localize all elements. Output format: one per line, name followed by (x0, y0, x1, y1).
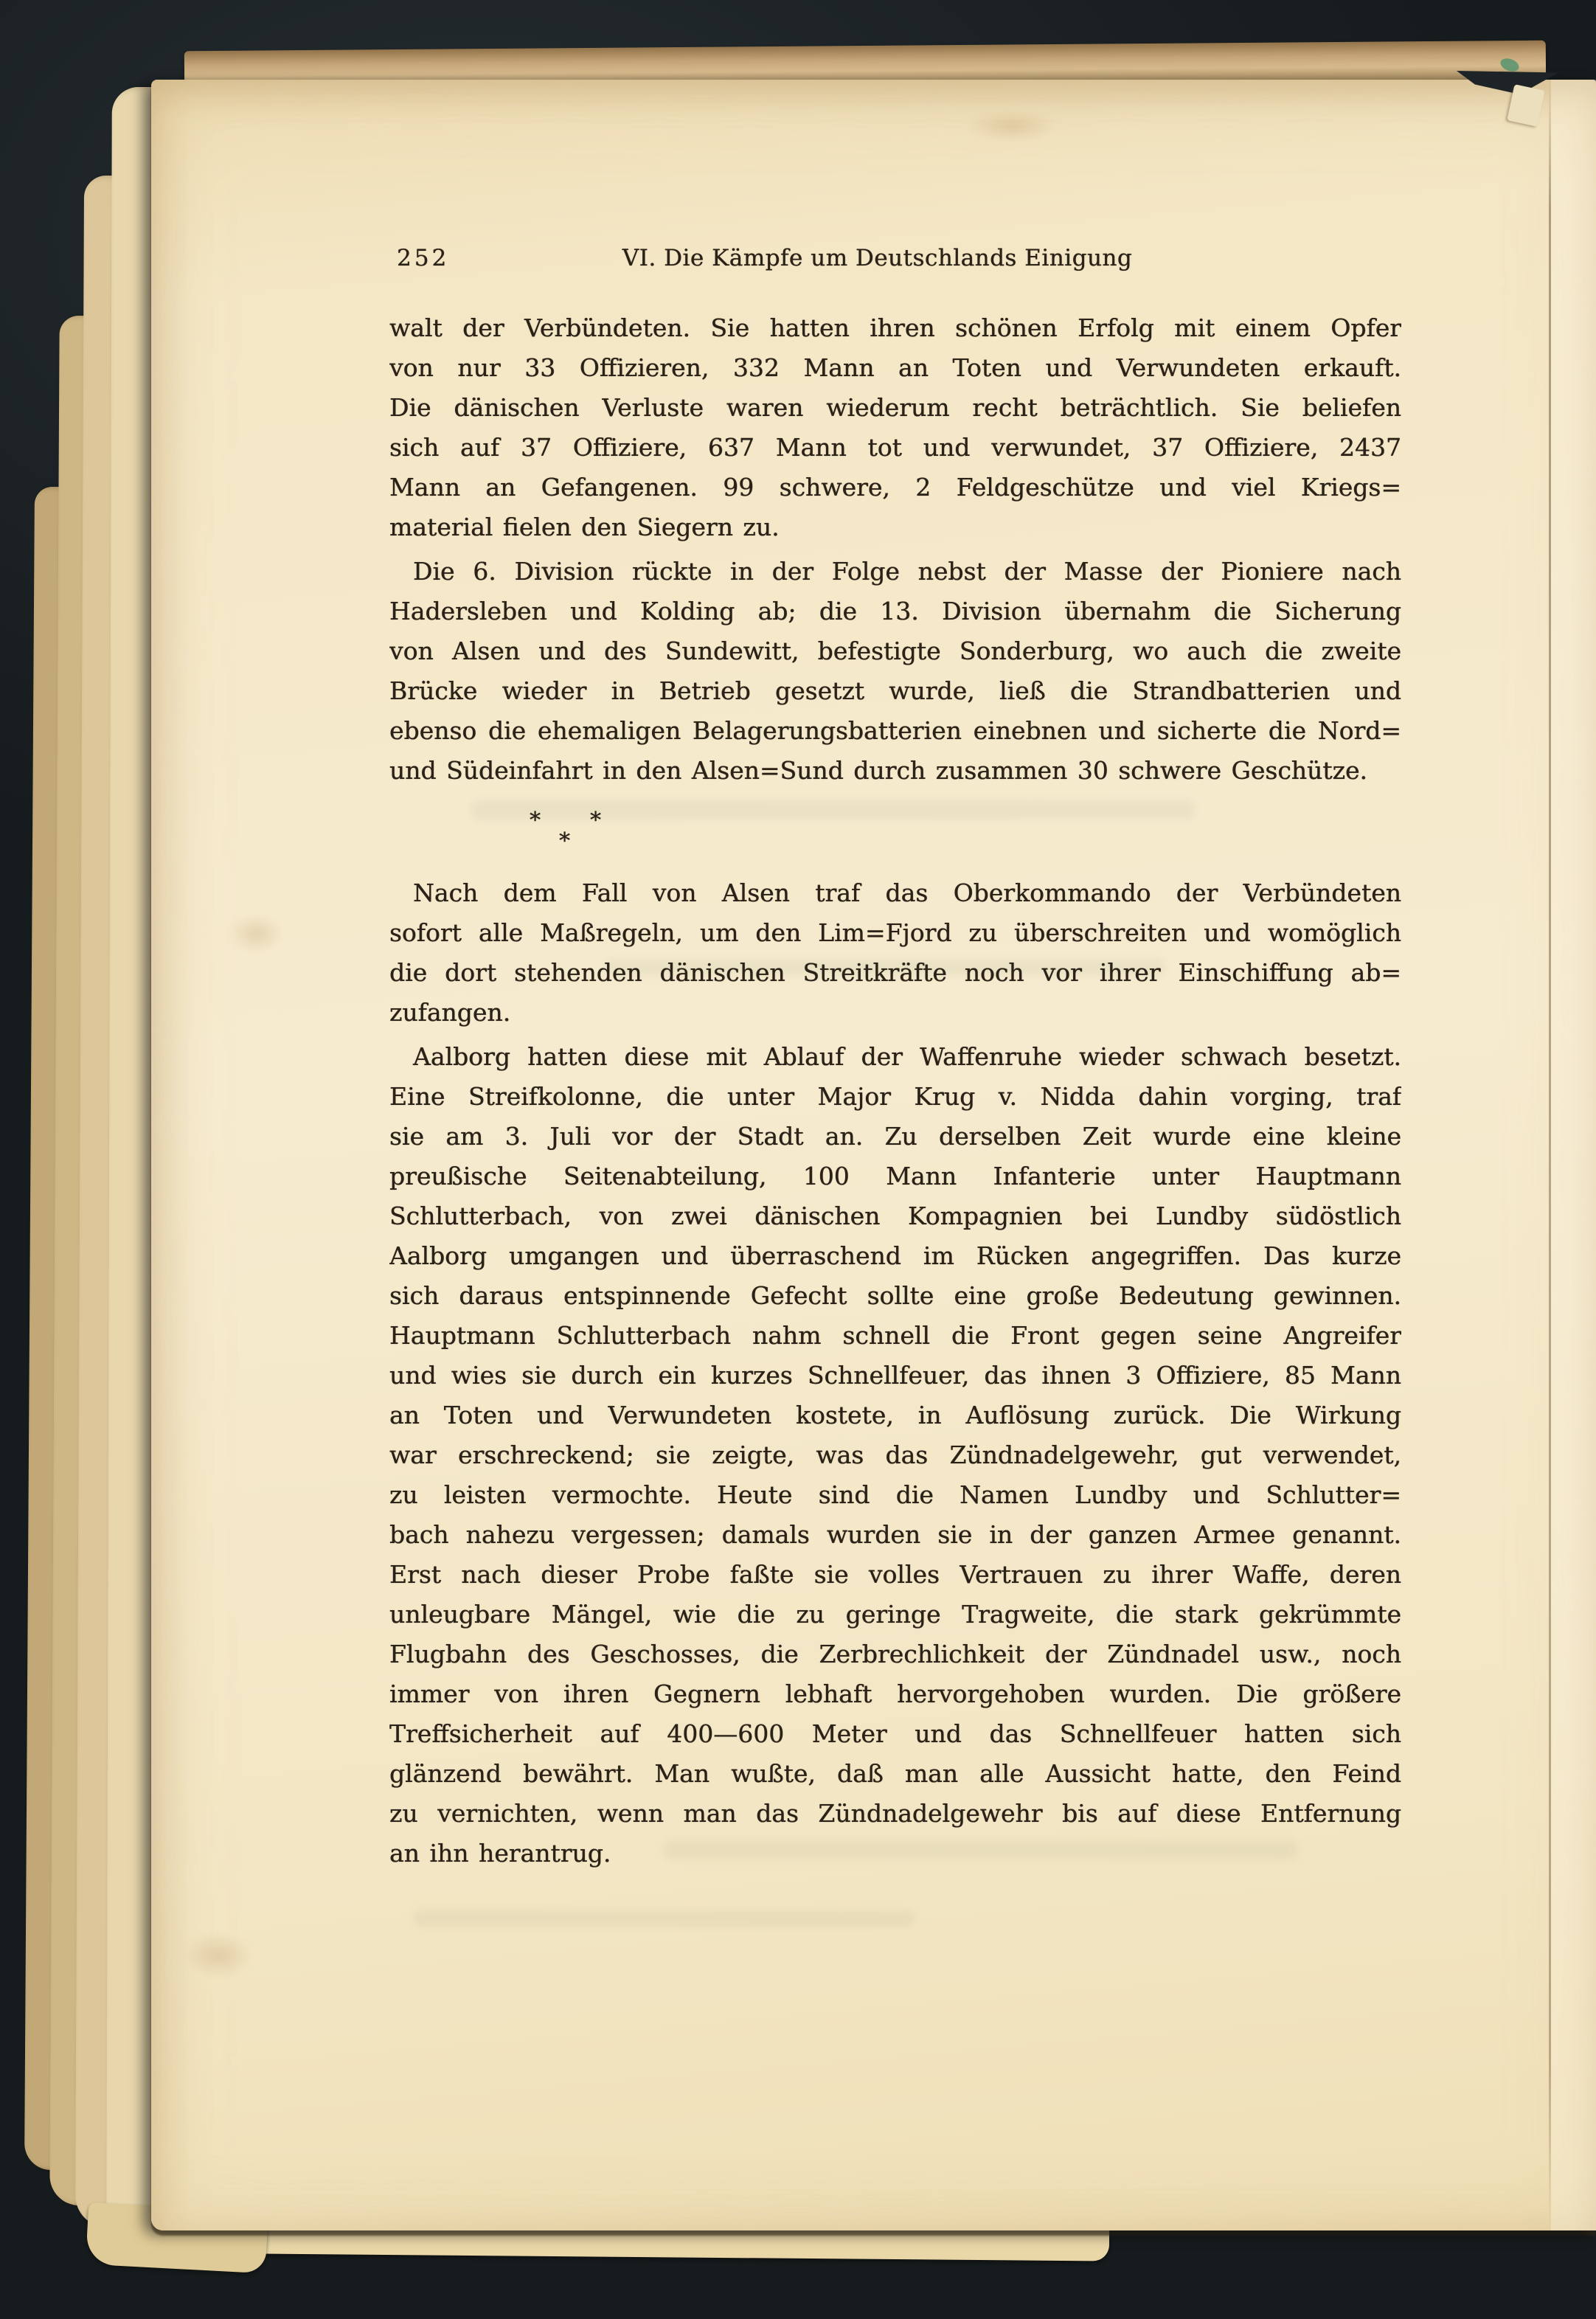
text-line: zu leisten vermochte. Heute sind die Namen Lundby und Schlutter= (389, 1480, 1401, 1509)
text-line: bach nahezu vergessen; damals wurden sie in der ganzen Armee genannt. (389, 1520, 1401, 1549)
text-line: an ihn herantrug. (389, 1839, 611, 1868)
section-separator (389, 791, 1401, 873)
text-line: sie am 3. Juli vor der Stadt an. Zu derselben Zeit wurde eine kleine (389, 1122, 1401, 1151)
foxing-spot (229, 915, 283, 953)
asterisk: * (530, 808, 541, 833)
text-line: material fielen den Siegern zu. (389, 513, 780, 541)
text-line: sich auf 37 Offiziere, 637 Mann tot und verwundet, 37 Offiziere, 2437 (389, 433, 1401, 462)
text-line: walt der Verbündeten. Sie hatten ihren schönen Erfolg mit einem Opfer (389, 313, 1401, 342)
paragraph (389, 552, 1401, 791)
text-line: an Toten und Verwundeten kostete, in Auflösung zurück. Die Wirkung (389, 1401, 1401, 1429)
page-crease (1549, 80, 1551, 2230)
text-line: sich daraus entspinnende Gefecht sollte eine große Bedeutung gewinnen. (389, 1281, 1401, 1310)
text-line: die dort stehenden dänischen Streitkräfte noch vor ihrer Einschiffung ab= (389, 958, 1401, 987)
asterisk: * (559, 828, 570, 854)
text-line: Flugbahn des Geschosses, die Zerbrechlichkeit der Zündnadel usw., noch (389, 1640, 1401, 1668)
text-line: Aalborg umgangen und überraschend im Rücken angegriffen. Das kurze (389, 1241, 1401, 1270)
body-text (389, 308, 1401, 1873)
text-line: immer von ihren Gegnern lebhaft hervorgehoben wurden. Die größere (389, 1680, 1401, 1708)
text-line: und Südeinfahrt in den Alsen=Sund durch zusammen 30 schwere Geschütze. (389, 756, 1367, 785)
book-page (151, 80, 1596, 2230)
text-line: ebenso die ehemaligen Belagerungsbatterien einebnen und sicherte die Nord= (389, 716, 1401, 745)
text-line: zu vernichten, wenn man das Zündnadelgewehr bis auf diese Entfernung (389, 1799, 1401, 1828)
paragraph (389, 873, 1401, 1033)
asterisk: * (590, 808, 601, 833)
text-line: Treffsicherheit auf 400—600 Meter und das Schnellfeuer hatten sich (389, 1719, 1401, 1748)
paragraph (389, 308, 1401, 547)
text-line: sofort alle Maßregeln, um den Lim=Fjord zu überschreiten und womöglich (389, 918, 1401, 947)
text-line: zufangen. (389, 998, 511, 1027)
text-line: Schlutterbach, von zwei dänischen Kompagnien bei Lundby südöstlich (389, 1202, 1401, 1230)
text-line: Aalborg hatten diese mit Ablauf der Waffenruhe wieder schwach besetzt. (413, 1042, 1401, 1071)
text-line: unleugbare Mängel, wie die zu geringe Tragweite, die stark gekrümmte (389, 1600, 1401, 1629)
bleed-through-text (413, 1910, 915, 1927)
text-line: Hadersleben und Kolding ab; die 13. Division übernahm die Sicherung (389, 597, 1401, 625)
text-line: preußische Seitenabteilung, 100 Mann Infanterie unter Hauptmann (389, 1162, 1401, 1190)
text-line: Mann an Gefangenen. 99 schwere, 2 Feldgeschütze und viel Kriegs= (389, 473, 1401, 502)
text-line: war erschreckend; sie zeigte, was das Zündnadelgewehr, gut verwendet, (389, 1441, 1401, 1469)
page-header-row (151, 240, 1547, 276)
text-line: Die 6. Division rückte in der Folge nebst der Masse der Pioniere nach (413, 557, 1401, 586)
paragraph (389, 1037, 1401, 1873)
text-line: Erst nach dieser Probe faßte sie volles Vertrauen zu ihrer Waffe, deren (389, 1560, 1401, 1589)
text-line: von Alsen und des Sundewitt, befestigte Sonderburg, wo auch die zweite (389, 637, 1401, 665)
text-line: Eine Streifkolonne, die unter Major Krug v. Nidda dahin vorging, traf (389, 1082, 1401, 1111)
page-number: 252 (397, 245, 450, 271)
text-line: Die dänischen Verluste waren wiederum recht beträchtlich. Sie beliefen (389, 393, 1401, 422)
text-line: und wies sie durch ein kurzes Schnellfeuer, das ihnen 3 Offiziere, 85 Mann (389, 1361, 1401, 1390)
text-line: Brücke wieder in Betrieb gesetzt wurde, ließ die Strandbatterien und (389, 676, 1401, 705)
running-header: VI. Die Kämpfe um Deutschlands Einigung (622, 245, 1133, 271)
page-margin-light (1551, 80, 1596, 2230)
text-line: Hauptmann Schlutterbach nahm schnell die Front gegen seine Angreifer (389, 1321, 1401, 1350)
foxing-spot (966, 111, 1058, 142)
text-line: glänzend bewährt. Man wußte, daß man alle Aussicht hatte, den Feind (389, 1759, 1401, 1788)
text-line: von nur 33 Offizieren, 332 Mann an Toten und Verwundeten erkauft. (389, 353, 1401, 382)
foxing-spot (184, 1932, 252, 1978)
text-line: Nach dem Fall von Alsen traf das Oberkommando der Verbündeten (413, 878, 1401, 907)
